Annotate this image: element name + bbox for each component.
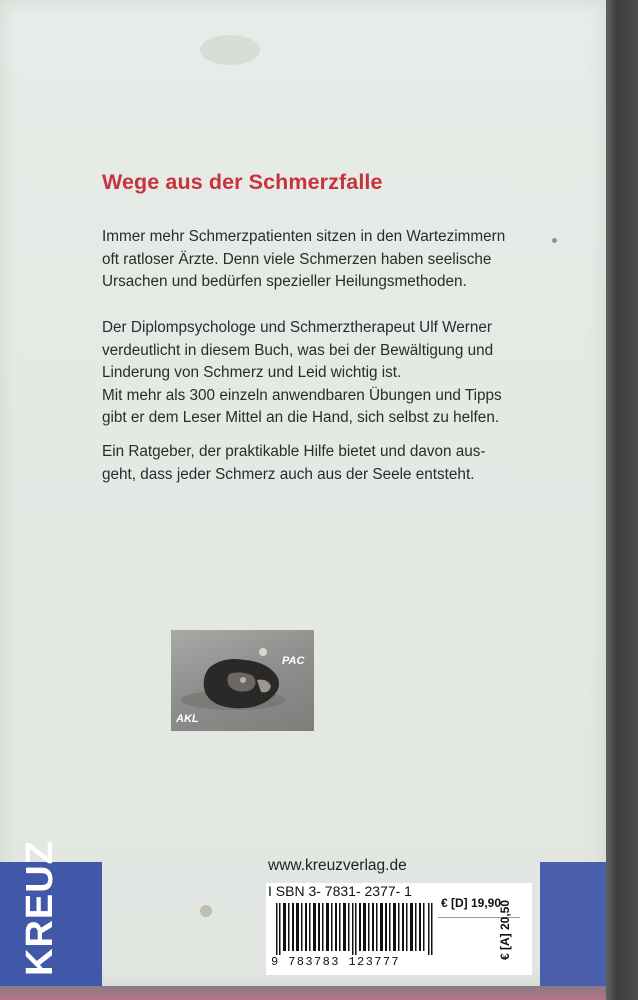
publisher-logo: KREUZ: [19, 840, 61, 976]
smudge: [200, 35, 260, 65]
photo-mark: AKL: [176, 713, 199, 725]
publisher-website: www.kreuzverlag.de: [268, 857, 407, 874]
headline: Wege aus der Schmerzfalle: [102, 170, 383, 194]
price-germany: € [D] 19,90: [441, 896, 502, 910]
photo-mark: PAC: [282, 655, 305, 667]
blurb-paragraph-1: [102, 226, 542, 294]
blurb-line: verdeutlicht in diesem Buch, was bei der Bewältigung und: [102, 341, 494, 359]
blurb-line: Ursachen und bedürfen spezieller Heilungsmethoden.: [102, 273, 467, 291]
blurb-line: Immer mehr Schmerzpatienten sitzen in den Wartezimmern: [102, 228, 506, 245]
isbn: I SBN 3- 7831- 2377- 1: [268, 883, 412, 899]
smudge: [552, 238, 557, 243]
blurb-line: Mit mehr als 300 einzeln anwendbaren Übungen und Tipps: [102, 386, 502, 404]
blurb-line: Linderung von Schmerz und Leid wichtig ist.: [102, 364, 402, 382]
bottom-edge: [0, 986, 606, 1000]
blurb-line: oft ratloser Ärzte. Denn viele Schmerzen haben seelische: [102, 250, 492, 268]
blurb-paragraph-3: [102, 441, 542, 486]
blurb-line: Ein Ratgeber, der praktikable Hilfe bietet und davon aus-: [102, 443, 486, 460]
publisher-band-right: [540, 862, 606, 986]
blurb-line: Der Diplompsychologe und Schmerztherapeut Ulf Werner: [102, 319, 492, 336]
blurb-line: geht, dass jeder Schmerz auch aus der Seele entsteht.: [102, 465, 475, 483]
price-austria: € [A] 20,50: [498, 899, 512, 960]
blurb-line: gibt er dem Leser Mittel an die Hand, sich selbst zu helfen.: [102, 409, 500, 427]
stone-photo: [171, 630, 314, 731]
barcode: [276, 903, 436, 955]
blurb-paragraph-2: [102, 317, 542, 430]
smudge: [200, 905, 212, 917]
barcode-number: 9 783783 123777: [271, 955, 401, 969]
spine-edge: [606, 0, 638, 1000]
